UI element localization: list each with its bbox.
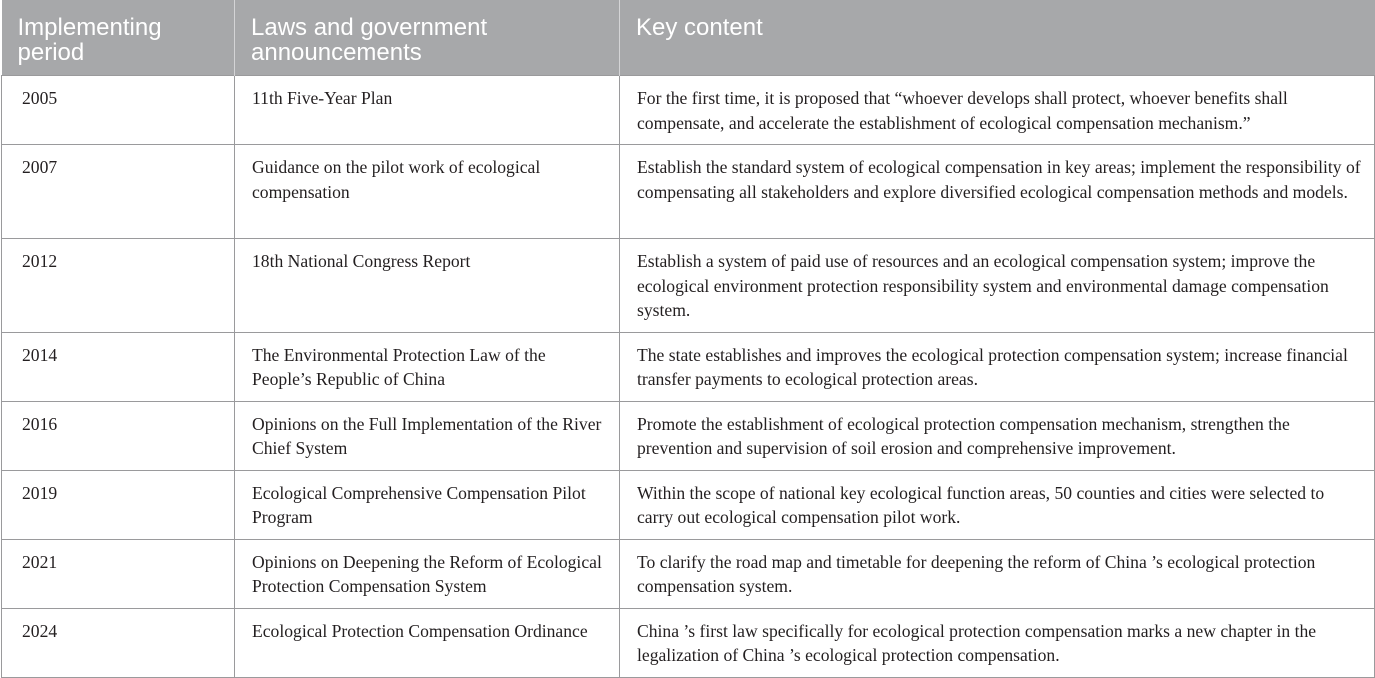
cell-content: To clarify the road map and timetable for deepening the reform of China ’s ecological protection compensation system.: [620, 539, 1375, 608]
table-row: [2, 76, 1375, 145]
cell-content: For the first time, it is proposed that “whoever develops shall protect, whoever benefits shall compensate, and accelerate the establishment of ecological compensation mechanism.”: [620, 76, 1375, 145]
cell-content: Establish the standard system of ecological compensation in key areas; implement the responsibility of compensating all stakeholders and explore diversified ecological compensation methods and models.: [620, 145, 1375, 239]
table-header: [2, 0, 1375, 76]
cell-content: Promote the establishment of ecological protection compensation mechanism, strengthen the prevention and supervision of soil erosion and comprehensive improvement.: [620, 401, 1375, 470]
cell-law: Guidance on the pilot work of ecological compensation: [235, 145, 620, 239]
table-row: [2, 608, 1375, 677]
table-row: [2, 145, 1375, 239]
cell-year: 2012: [2, 239, 235, 333]
table-row: [2, 332, 1375, 401]
cell-content: The state establishes and improves the ecological protection compensation system; increase financial transfer payments to ecological protection areas.: [620, 332, 1375, 401]
header-key-content: Key content: [620, 0, 1375, 76]
table-row: [2, 470, 1375, 539]
cell-law: 11th Five-Year Plan: [235, 76, 620, 145]
cell-content: Within the scope of national key ecological function areas, 50 counties and cities were selected to carry out ecological compensation pilot work.: [620, 470, 1375, 539]
cell-year: 2005: [2, 76, 235, 145]
cell-year: 2007: [2, 145, 235, 239]
header-laws-announcements: Laws and government announcements: [235, 0, 620, 76]
cell-law: Ecological Protection Compensation Ordinance: [235, 608, 620, 677]
cell-law: 18th National Congress Report: [235, 239, 620, 333]
cell-content: Establish a system of paid use of resources and an ecological compensation system; improve the ecological environment protection responsibility system and environmental damage compensation system.: [620, 239, 1375, 333]
cell-year: 2021: [2, 539, 235, 608]
cell-year: 2016: [2, 401, 235, 470]
cell-law: The Environmental Protection Law of the People’s Republic of China: [235, 332, 620, 401]
table-row: [2, 401, 1375, 470]
cell-law: Opinions on Deepening the Reform of Ecological Protection Compensation System: [235, 539, 620, 608]
cell-content: China ’s first law specifically for ecological protection compensation marks a new chapter in the legalization of China ’s ecological protection compensation.: [620, 608, 1375, 677]
table-row: [2, 539, 1375, 608]
cell-year: 2019: [2, 470, 235, 539]
cell-law: Opinions on the Full Implementation of the River Chief System: [235, 401, 620, 470]
cell-year: 2024: [2, 608, 235, 677]
policy-table: [1, 0, 1375, 678]
table-row: [2, 239, 1375, 333]
table-body: [2, 76, 1375, 678]
header-row: [2, 0, 1375, 76]
cell-year: 2014: [2, 332, 235, 401]
cell-law: Ecological Comprehensive Compensation Pilot Program: [235, 470, 620, 539]
header-implementing-period: Implementing period: [2, 0, 235, 76]
